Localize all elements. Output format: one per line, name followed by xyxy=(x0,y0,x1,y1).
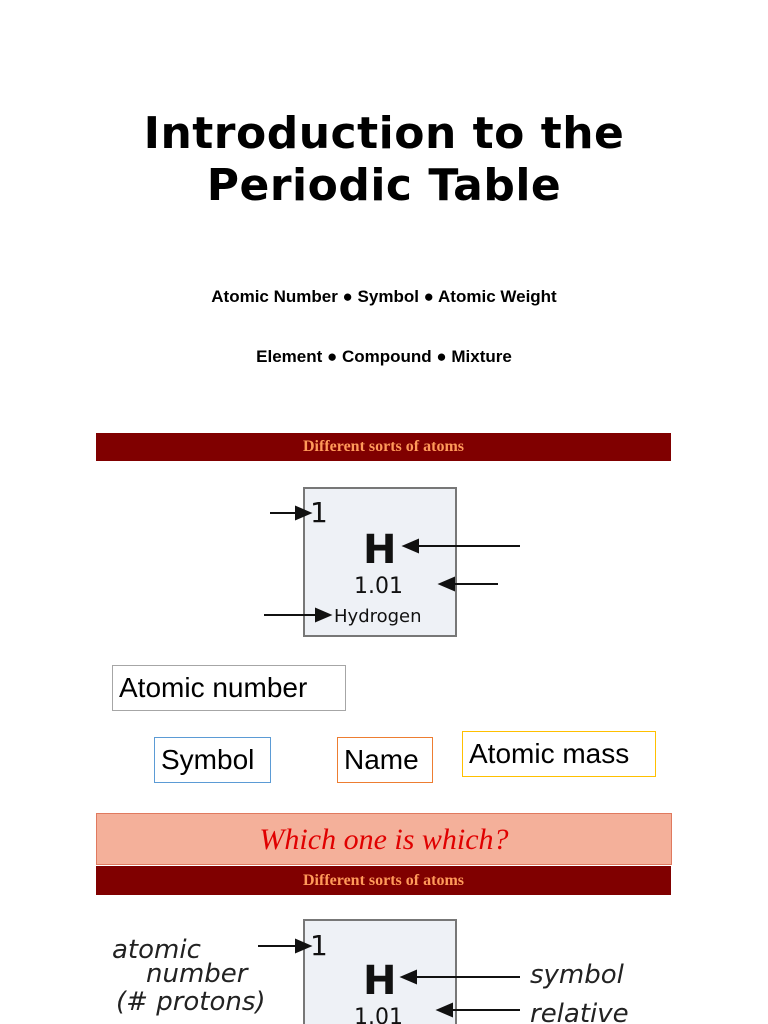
hand-symbol: symbol xyxy=(530,960,624,990)
annotated-card-mass: 1.01 xyxy=(354,1005,403,1024)
annotated-card-symbol: H xyxy=(363,958,397,1004)
element-card-mass: 1.01 xyxy=(354,574,403,599)
label-atomic-number[interactable]: Atomic number xyxy=(112,665,346,711)
hand-relative: relative xyxy=(530,999,629,1024)
element-card-number: 1 xyxy=(310,496,328,529)
hand-atomic: atomic xyxy=(112,935,201,965)
subtitle-terms-2: Element ● Compound ● Mixture xyxy=(256,347,512,366)
section-bar: Different sorts of atoms xyxy=(96,433,671,461)
page-title xyxy=(0,108,768,212)
hand-number: number xyxy=(146,959,248,989)
element-card-name: Hydrogen xyxy=(334,606,422,627)
subtitle-terms-1: Atomic Number ● Symbol ● Atomic Weight xyxy=(211,287,557,306)
label-symbol[interactable]: Symbol xyxy=(154,737,271,783)
label-name[interactable]: Name xyxy=(337,737,433,783)
question-banner: Which one is which? xyxy=(96,813,672,865)
section-bar-2: Different sorts of atoms xyxy=(96,866,671,895)
title-line-1: Introduction to the xyxy=(143,108,625,159)
element-diagram xyxy=(0,470,768,650)
annotated-diagram xyxy=(0,905,768,1024)
label-atomic-mass[interactable]: Atomic mass xyxy=(462,731,656,777)
annotated-card-number: 1 xyxy=(310,929,328,962)
element-card-symbol: H xyxy=(363,527,397,573)
title-line-2: Periodic Table xyxy=(206,160,562,211)
hand-protons: (# protons) xyxy=(116,987,266,1017)
